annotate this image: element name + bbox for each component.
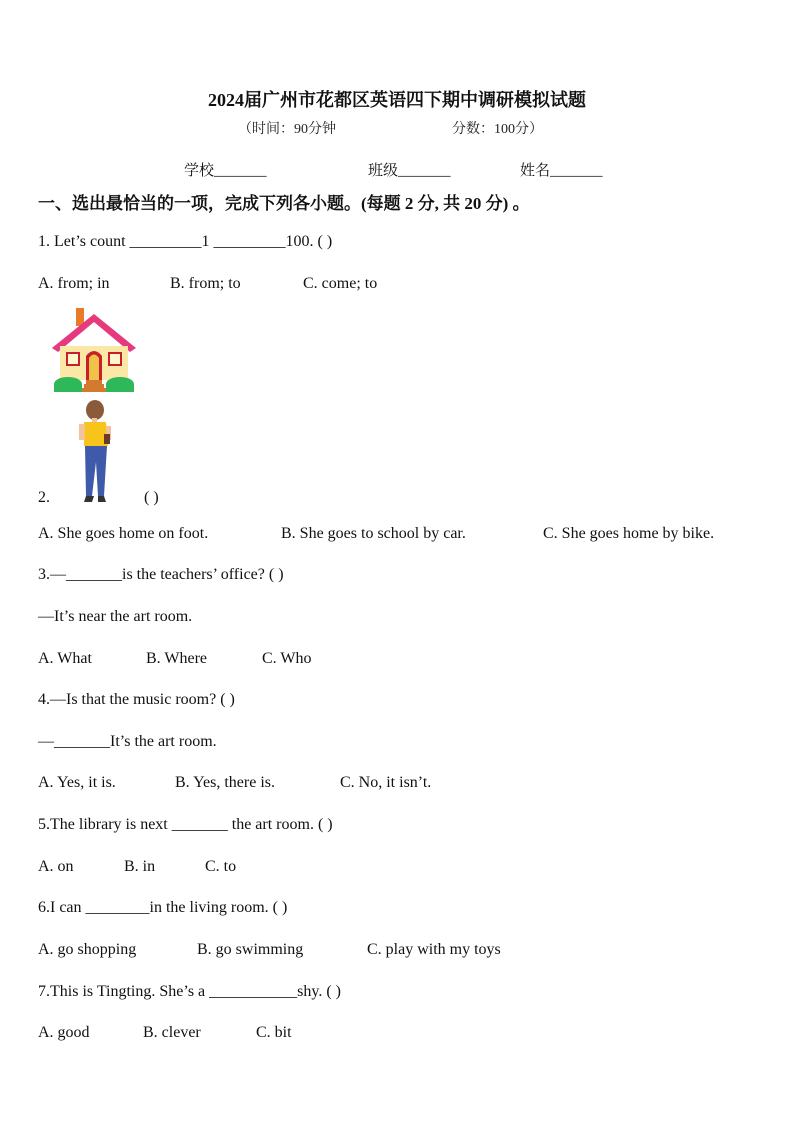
q3-option-c: C. Who <box>262 650 312 667</box>
question-3-stem: 3.—_______is the teachers’ office? ( ) <box>38 566 284 583</box>
name-field: 姓名_______ <box>520 163 603 179</box>
q2-option-b: B. She goes to school by car. <box>281 525 466 542</box>
q7-option-b: B. clever <box>143 1024 201 1041</box>
q5-option-c: C. to <box>205 858 237 875</box>
page-title: 2024届广州市花都区英语四下期中调研模拟试题 <box>208 90 586 110</box>
house-illustration <box>48 306 140 398</box>
q3-option-b: B. Where <box>146 650 208 667</box>
q1-option-b: B. from; to <box>170 275 241 292</box>
class-field: 班级_______ <box>368 163 451 179</box>
question-6-stem: 6.I can ________in the living room. ( ) <box>38 899 288 916</box>
section-heading: 一、选出最恰当的一项，完成下列各小题。(每题 2 分, 共 20 分) 。 <box>38 194 530 213</box>
q4-option-a: A. Yes, it is. <box>38 774 116 791</box>
q5-option-b: B. in <box>124 858 156 875</box>
q4-option-b: B. Yes, there is. <box>175 774 276 791</box>
q6-option-c: C. play with my toys <box>367 941 501 958</box>
q6-option-b: B. go swimming <box>197 941 304 958</box>
q1-option-a: A. from; in <box>38 275 110 292</box>
q5-option-a: A. on <box>38 858 74 875</box>
question-7-stem: 7.This is Tingting. She’s a ___________shy. ( ) <box>38 983 341 1000</box>
exam-score: 分数：100分） <box>452 122 543 137</box>
q2-option-a: A. She goes home on foot. <box>38 525 209 542</box>
question-4-stem: 4.—Is that the music room? ( ) <box>38 691 235 708</box>
question-2-stem: 2. <box>38 489 50 506</box>
question-4-line2: —_______It’s the art room. <box>38 733 217 750</box>
q7-option-a: A. good <box>38 1024 90 1041</box>
q6-option-a: A. go shopping <box>38 941 137 958</box>
question-1-stem: 1. Let’s count _________1 _________100. ( ) <box>38 233 333 250</box>
question-3-line2: —It’s near the art room. <box>38 608 193 625</box>
question-5-stem: 5.The library is next _______ the art room. ( ) <box>38 816 333 833</box>
q4-option-c: C. No, it isn’t. <box>340 774 432 791</box>
q2-answer-paren: ( ) <box>144 489 159 506</box>
girl-walking-illustration <box>70 400 116 504</box>
school-field: 学校_______ <box>184 163 267 179</box>
q7-option-c: C. bit <box>256 1024 292 1041</box>
q2-option-c: C. She goes home by bike. <box>543 525 715 542</box>
q1-option-c: C. come; to <box>303 275 378 292</box>
exam-time: （时间：90分钟 <box>238 122 336 137</box>
q3-option-a: A. What <box>38 650 92 667</box>
